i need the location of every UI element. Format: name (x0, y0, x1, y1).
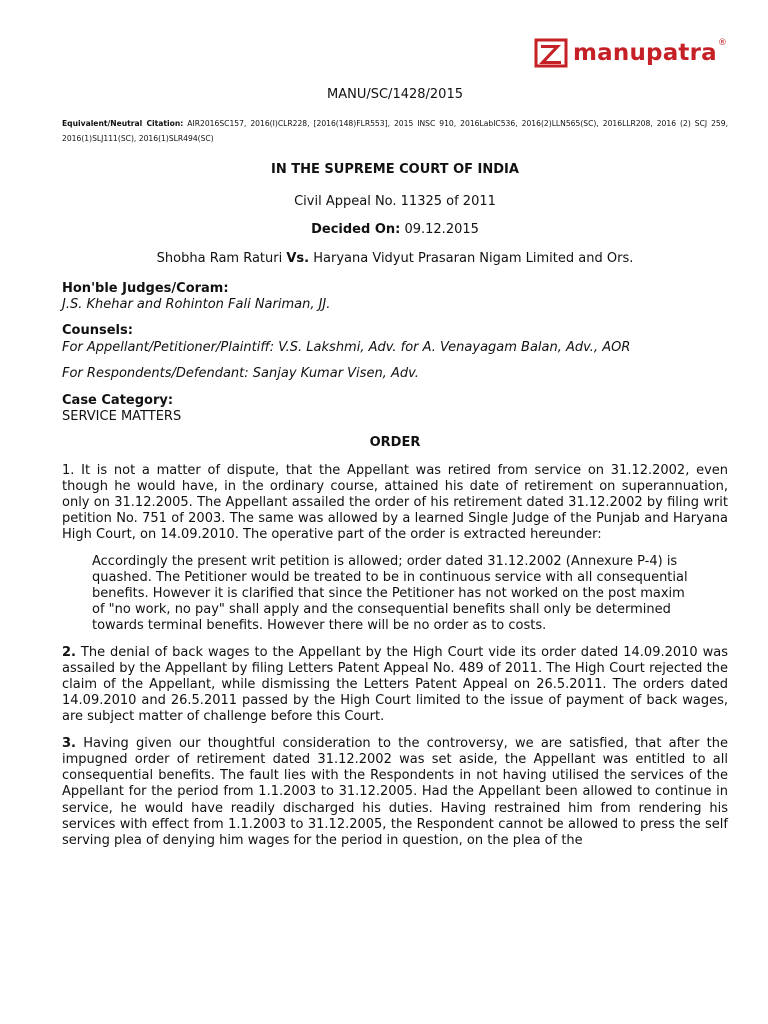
equivalent-citation (62, 116, 728, 146)
counsel-respondent: For Respondents/Defendant: Sanjay Kumar Visen, Adv. (62, 365, 419, 381)
brand-name: manupatra (573, 39, 717, 66)
quoted-order: Accordingly the present writ petition is allowed; order dated 31.12.2002 (Annexure P-4) is quashed. The Petitioner would be treated to be in continuous service with all consequential benefits. However it is clarified that since the Petitioner has not worked on the post maxim of "no work, no pay" shall apply and the consequential benefits shall only be determined towards terminal benefits. However there will be no order as to costs. (92, 553, 688, 634)
paragraph-3 (62, 736, 728, 849)
manupatra-logo (534, 36, 727, 70)
respondent-name: Haryana Vidyut Prasaran Nigam Limited and Ors. (313, 250, 634, 266)
paragraph-1: 1. It is not a matter of dispute, that the Appellant was retired from service on 31.12.2002, even though he would have, in the ordinary course, attained his date of retirement on superannuation, only on 31.12.2005. The Appellant assailed the order of his retirement dated 31.12.2002 by filing writ petition No. 751 of 2003. The same was allowed by a learned Single Judge of the Punjab and Haryana High Court, on 14.09.2010. The operative part of the order is extracted hereunder: (62, 462, 728, 543)
paragraph-2-number: 2. (62, 644, 76, 660)
appellant-name: Shobha Ram Raturi (156, 250, 283, 266)
counsels-section (62, 323, 728, 355)
court-name: IN THE SUPREME COURT OF INDIA (271, 162, 519, 178)
judgment-document (62, 87, 728, 859)
paragraph-2 (62, 645, 728, 726)
judges-label: Hon'ble Judges/Coram: (62, 281, 229, 297)
versus-label: Vs. (286, 250, 310, 266)
judges-section (62, 281, 728, 313)
registered-mark: ® (717, 38, 727, 48)
category-label: Case Category: (62, 393, 174, 409)
counsels-label: Counsels: (62, 323, 133, 339)
case-parties (62, 251, 728, 267)
paragraph-2-text: The denial of back wages to the Appellant by the High Court vide its order dated 14.09.2010 was assailed by the Appellant by filing Letters Patent Appeal No. 489 of 2011. The High Court rejected the claim of the Appellant, while dismissing the Letters Patent Appeal on 26.5.2011. The orders dated 14.09.2010 and 26.5.2011 passed by the High Court limited to the issue of payment of back wages, are subject matter of challenge before this Court. (62, 644, 728, 725)
decided-on-label: Decided On: (311, 221, 401, 237)
equivalent-citation-label: Equivalent/Neutral Citation: (62, 119, 184, 129)
category-value: SERVICE MATTERS (62, 409, 182, 425)
category-section (62, 393, 728, 425)
decided-on (62, 222, 728, 238)
paragraph-3-number: 3. (62, 735, 76, 751)
paragraph-3-text: Having given our thoughtful consideration to the controversy, we are satisfied, that after the impugned order of retirement dated 31.12.2002 was set aside, the Appellant was entitled to all consequential benefits. The fault lies with the Respondents in not having utilised the services of the Appellant for the period from 1.1.2003 to 31.12.2005. Had the Appellant been allowed to continue in service, he would have readily discharged his duties. Having restrained him from rendering his services with effect from 1.1.2003 to 31.12.2005, the Respondent cannot be allowed to press the self serving plea of denying him wages for the period in question, on the plea of the (62, 735, 728, 848)
manu-citation: MANU/SC/1428/2015 (327, 87, 463, 102)
appeal-number: Civil Appeal No. 11325 of 2011 (294, 194, 496, 210)
manupatra-logo-icon (534, 38, 568, 68)
judges-names: J.S. Khehar and Rohinton Fali Nariman, JJ. (62, 297, 331, 313)
counsel-appellant: For Appellant/Petitioner/Plaintiff: V.S. Lakshmi, Adv. for A. Venayagam Balan, Adv., AOR (62, 339, 631, 355)
equivalent-citation-list: AIR2016SC157, 2016(I)CLR228, [2016(148)FLR553], 2015 INSC 910, 2016LabIC536, 2016(2)LLN565(SC), 2016LLR208, 2016 (2) SCJ 259, 2016(1)SLJ111(SC), 2016(1)SLR494(SC) (62, 119, 728, 144)
decided-on-date: 09.12.2015 (404, 221, 479, 237)
order-heading: ORDER (369, 435, 421, 451)
